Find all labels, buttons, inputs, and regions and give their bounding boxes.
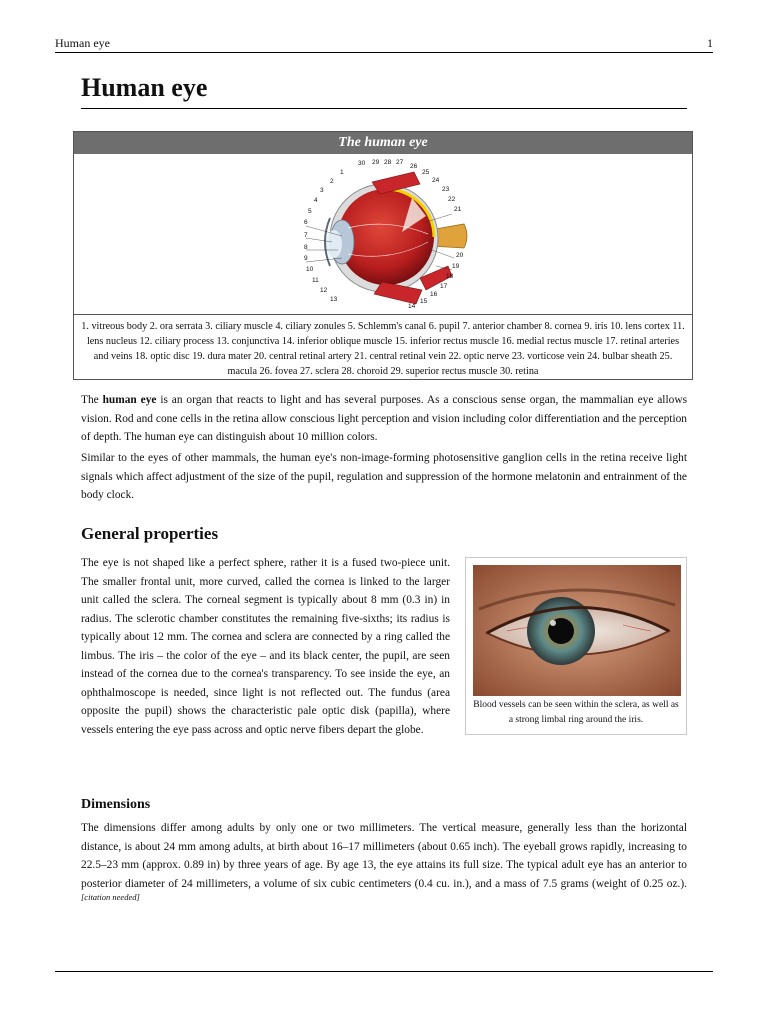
diagram-label: 2 (330, 178, 334, 185)
page-title: Human eye (81, 72, 687, 109)
diagram-label: 28 (384, 159, 392, 166)
citation-needed-link[interactable] (81, 892, 140, 902)
diagram-label: 8 (304, 244, 308, 251)
infobox-figure (74, 154, 692, 315)
running-header (55, 36, 713, 53)
diagram-label: 21 (454, 206, 462, 213)
eye-photo[interactable] (473, 565, 681, 696)
infobox-caption: 1. vitreous body 2. ora serrata 3. ciliary muscle 4. ciliary zonules 5. Schlemm's canal 6. pupil 7. anterior chamber 8. cornea 9. iris 10. lens cortex 11. lens nucleus 12. ciliary process 13. conjunctiva 14. inferior oblique muscle 15. inferior rectus muscle 16. medial rectus muscle 17. retinal arteries and veins 18. optic disc 19. dura mater 20. central retinal artery 21. central retinal vein 22. optic nerve 23. vorticose vein 24. bulbar sheath 25. macula 26. fovea 27. sclera 28. choroid 29. superior rectus muscle 30. retina (81, 321, 685, 377)
dimensions-text: The dimensions differ among adults by only one or two millimeters. The vertical measure, generally less than the horizontal distance, is about 24 mm among adults, at birth about 16–17 millimeters (about 0.65 inch). The eyeball grows rapidly, increasing to 22.5–23 mm (approx. 0.89 in) by three years of age. By age 13, the eye attains its full size. The typical adult eye has an anterior to posterior diameter of 24 millimeters, a volume of six cubic centimeters (0.4 cu. in.), and a mass of 7.5 grams (weight of 0.25 oz.). (81, 822, 687, 890)
diagram-label: 25 (422, 169, 430, 176)
footer-rule (55, 971, 713, 972)
running-header-title: Human eye (55, 36, 110, 50)
section-heading-dimensions: Dimensions (81, 797, 151, 812)
dimensions-paragraph (81, 819, 687, 912)
intro-text-start: The (81, 394, 103, 406)
diagram-label: 15 (420, 298, 428, 305)
diagram-label: 27 (396, 159, 404, 166)
eye-photo-figure (465, 557, 687, 735)
diagram-label: 16 (430, 291, 438, 298)
intro-paragraph-2: Similar to the eyes of other mammals, the human eye's non-image-forming photosensitive ganglion cells in the retina receive light signals which affect adjustment of the size of the pupil, regulation and suppression of the hormone melatonin and entrainment of the body clock. (81, 452, 687, 501)
diagram-label: 20 (456, 252, 464, 259)
section-heading-general-properties: General properties (81, 524, 219, 543)
infobox-title: The human eye (74, 132, 692, 154)
diagram-label: 29 (372, 159, 380, 166)
diagram-label: 19 (452, 263, 460, 270)
eye-photo-caption: Blood vessels can be seen within the sclera, as well as a strong limbal ring around the iris. (473, 700, 679, 725)
eye-anatomy-diagram[interactable] (302, 158, 472, 310)
diagram-label: 9 (304, 255, 308, 262)
citation-needed-text: [citation needed] (81, 892, 140, 903)
diagram-label: 23 (442, 186, 450, 193)
diagram-label: 26 (410, 163, 418, 170)
diagram-label: 22 (448, 196, 456, 203)
infobox (73, 131, 693, 380)
diagram-label: 10 (306, 266, 314, 273)
general-properties-paragraph: The eye is not shaped like a perfect sphere, rather it is a fused two-piece unit. The smaller frontal unit, more curved, called the cornea is linked to the larger unit called the sclera. The corneal segment is typically about 8 mm (0.3 in) in radius. The sclerotic chamber constitutes the remaining five-sixths; its radius is typically about 12 mm. The cornea and sclera are connected by a ring called the limbus. The iris – the color of the eye – and its black center, the pupil, are seen instead of the cornea due to the cornea's transparency. To see inside the eye, an ophthalmoscope is needed, since light is not reflected out. The fundus (area opposite the pupil) shows the characteristic pale optic disk (papilla), where vessels entering the eye pass across and optic nerve fibers depart the globe. (81, 557, 450, 736)
diagram-label: 12 (320, 287, 328, 294)
diagram-label: 11 (312, 277, 319, 284)
diagram-label: 5 (308, 208, 312, 215)
diagram-label: 3 (320, 187, 324, 194)
diagram-label: 30 (358, 160, 366, 167)
diagram-label: 24 (432, 177, 440, 184)
page-number: 1 (707, 36, 713, 50)
diagram-label: 4 (314, 197, 318, 204)
intro-paragraph-1 (81, 391, 687, 447)
diagram-label: 7 (304, 232, 308, 239)
diagram-label: 17 (440, 283, 448, 290)
diagram-label: 14 (408, 303, 416, 310)
diagram-label: 6 (304, 219, 308, 226)
diagram-label: 1 (340, 169, 344, 176)
diagram-label: 13 (330, 296, 338, 303)
intro-text-rest: is an organ that reacts to light and has several purposes. As a conscious sense organ, the mammalian eye allows vision. Rod and cone cells in the retina allow conscious light perception and vision including color differentiation and the perception of depth. The human eye can distinguish about 10 million colors. (81, 394, 687, 443)
intro-bold-term[interactable]: human eye (102, 394, 157, 406)
diagram-label: 18 (446, 273, 454, 280)
